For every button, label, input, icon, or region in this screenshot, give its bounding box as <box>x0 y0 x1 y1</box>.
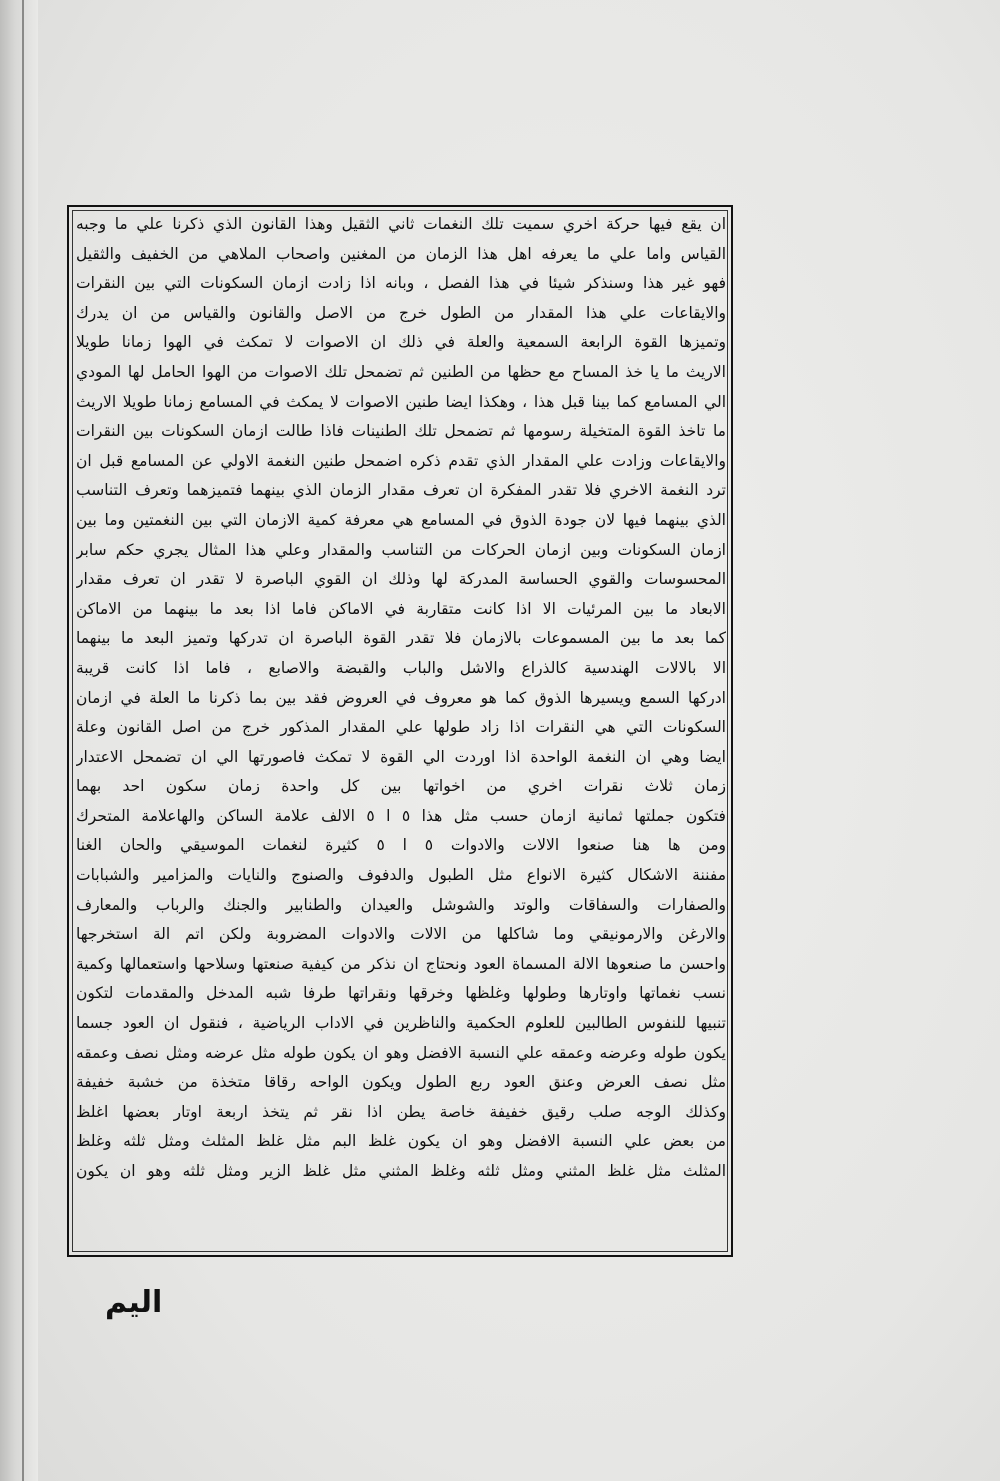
text-line: السكونات التي هي النقرات اذا زاد طولها علي المقدار المذكور خرج من اصل القانون وعلة <box>76 718 726 737</box>
text-line: والايقاعات علي هذا المقدار من الطول خرج من الاصل والقانون والقياس من ان يدرك <box>76 303 726 322</box>
text-line: ازمان السكونات وبين ازمان الحركات من التناسب والمقدار وعلي هذا المثال يجري حكم سابر <box>76 540 726 559</box>
text-line: الا بالالات الهندسية كالذراع والاشل والباب والقبضة والاصابع ، فاما اذا كانت قريبة <box>76 658 726 677</box>
manuscript-text-block <box>76 210 726 1250</box>
text-line: المثلث مثل غلظ المثني ومثل ثلثه وغلظ المثني مثل غلظ الزير ومثل ثلثه وهو ان يكون <box>76 1162 726 1180</box>
text-line: مثل نصف العرض وعنق العود ربع الطول ويكون الواحه رقاقا متخذة من خشبة خفيفة <box>76 1073 726 1092</box>
text-line: واحسن ما صنعوها الالة المسماة العود ونحتاج ان نذكر من كيفية صنعتها وسلاحها واستعمالها وكمية <box>76 954 726 973</box>
text-line: والصفارات والسفاقات والوتد والشوشل والعيدان والطنابير والجنك والرباب والمعارف <box>76 895 726 914</box>
text-line: فهو غير هذا وسنذكر شيئا في هذا الفصل ، وبانه اذا زادت ازمان السكونات التي بين النقرات <box>76 274 726 293</box>
text-line: زمان ثلاث نقرات اخري من اخواتها بين كل واحدة زمان سكون احد بهما <box>76 777 726 796</box>
text-line: ان يقع فيها حركة اخري سميت تلك النغمات ثاني الثقيل وهذا القانون الذي ذكرنا علي ما وجبه <box>76 215 726 233</box>
text-line: الي المسامع كما بينا قبل هذا ، وهكذا ايضا طنين الاصوات لا يمكث في المسامع زمانا طويلا الاريث <box>76 392 726 411</box>
text-line: مفننة الاشكال كثيرة الانواع مثل الطبول والدفوف والصنوج والنايات والمزامير والشبابات <box>76 866 726 885</box>
text-line: كما بعد ما بين المسموعات بالازمان فلا تقدر القوة الباصرة ان تدركها وتميز البعد ما بينهما <box>76 629 726 648</box>
text-line: والارغن والارمونيقي وما شاكلها من الالات والادوات المضروبة ولكن اتم الة استخرجها <box>76 925 726 944</box>
text-line: يكون طوله وعرضه وعمقه علي النسبة الافضل وهو ان يكون طوله مثل عرضه ومثل نصف وعمقه <box>76 1043 726 1062</box>
text-line: تنبيها للنفوس الطالبين للعلوم الحكمية والناظرين في الاداب الرياضية ، فنقول ان العود جسما <box>76 1014 726 1033</box>
binding-gutter <box>0 0 38 1481</box>
text-line: وتميزها القوة الرابعة السمعية والعلة في ذلك ان الاصوات لا تمكث في الهوا زمانا طويلا <box>76 333 726 352</box>
text-line: من بعض علي النسبة الافضل وهو ان يكون غلظ البم مثل غلظ المثلث ومثل ثلثه وغلظ <box>76 1132 726 1151</box>
text-line: والايقاعات وزادت علي المقدار الذي تقدم ذكره اضمحل طنين النغمة الاولي عن المسامع قبل ان <box>76 451 726 470</box>
text-line: ترد النغمة الاخري فلا تقدر المفكرة ان تعرف مقدار الزمان الذي بينهما فتميزهما وتعرف التناسب <box>76 481 726 500</box>
text-line: الابعاد ما بين المرئيات الا اذا كانت متقاربة في الاماكن فاما اذا بعد ما بينهما من الاماكن <box>76 599 726 618</box>
text-line: ادركها السمع ويسيرها الذوق كما هو معروف في العروض فقد بين بما ذكرنا ما العلة في ازمان <box>76 688 726 707</box>
text-line: المحسوسات والقوي الحساسة المدركة لها وذلك ان القوي الباصرة لا تقدر ان تعرف مقدار <box>76 570 726 589</box>
catchword: اليم <box>105 1285 163 1320</box>
text-line: فتكون جملتها ثمانية ازمان حسب مثل هذا ٥ ا ٥ الالف علامة الساكن والهاعلامة المتحرك <box>76 806 726 825</box>
text-line: ومن ها هنا صنعوا الالات والادوات ٥ ا ٥ كثيرة لنغمات الموسيقي والحان الغنا <box>76 836 726 855</box>
text-line: ايضا وهي ان النغمة الواحدة اذا اوردت الي القوة لا تمكث فاصورتها الي ان تضمحل الاعتدار <box>76 747 726 766</box>
text-line: ما تاخذ القوة المتخيلة رسومها ثم تضمحل تلك الطنينات فاذا طالت ازمان السكونات بين النقرات <box>76 422 726 441</box>
text-line: الذي بينهما فيها لان جودة الذوق في المسامع هي معرفة كمية الازمان التي بين النغمتين وما بين <box>76 510 726 529</box>
text-line: نسب نغماتها واوتارها وطولها وغلظها وخرقها ونقراتها طرفا شبه المدخل والمقدمات لتكون <box>76 984 726 1003</box>
text-line: وكذلك الوجه صلب رقيق خفيفة خاصة يطن اذا نقر ثم يتخذ اربعة اوتار بعضها اغلظ <box>76 1102 726 1121</box>
text-line: القياس واما علي ما يعرفه اهل هذا الزمان من المغنين واصحاب الملاهي من الخفيف والثقيل <box>76 244 726 263</box>
binding-edge-line <box>22 0 24 1481</box>
text-line: الاريث ما يا خذ المساح مع حظها من الطنين ثم تضمحل تلك الاصوات من الهوا الحامل لها المودي <box>76 362 726 381</box>
